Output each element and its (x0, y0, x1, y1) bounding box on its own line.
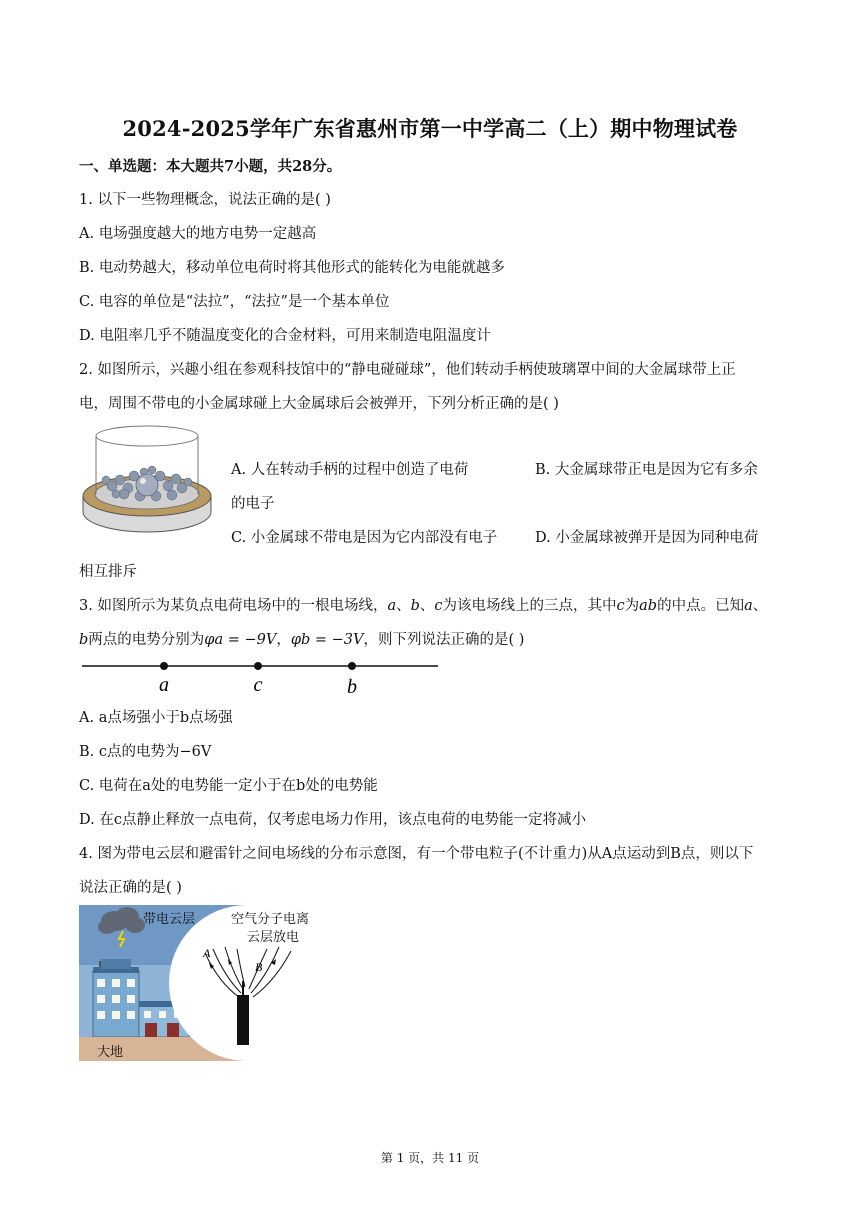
q2-stem-line2: 电，周围不带电的小金属球碰上大金属球后会被弹开，下列分析正确的是( ) (79, 396, 559, 412)
q3-stem-line2: b两点的电势分别为φa = −9V，φb = −3V，则下列说法正确的是( ) (79, 632, 525, 648)
electrostatic-ball-figure (80, 424, 215, 536)
q1-option-d: D. 电阻率几乎不随温度变化的合金材料，可用来制造电阻温度计 (79, 328, 491, 344)
q2-option-d-cont: 相互排斥 (79, 564, 137, 580)
q1-option-c: C. 电容的单位是“法拉”，“法拉”是一个基本单位 (79, 294, 390, 310)
discharge-label: 云层放电 (247, 930, 300, 945)
point-b-label: b (347, 676, 357, 698)
q3-option-c: C. 电荷在a处的电势能一定小于在b处的电势能 (79, 778, 378, 794)
q2-option-b-cont: 的电子 (231, 496, 275, 512)
q2-option-d: D. 小金属球被弹开是因为同种电荷 (535, 530, 759, 546)
q3-stem-line1: 3. 如图所示为某负点电荷电场中的一根电场线，a、b、c为该电场线上的三点，其中c为ab的中点。已知a、 (79, 598, 768, 614)
q3-option-a: A. a点场强小于b点场强 (79, 710, 233, 726)
q1-option-a: A. 电场强度越大的地方电势一定越高 (79, 226, 317, 242)
q2-option-c: C. 小金属球不带电是因为它内部没有电子 (231, 530, 498, 546)
q2-option-b: B. 大金属球带正电是因为它有多余 (535, 462, 758, 478)
point-c-label: c (253, 674, 263, 696)
q4-stem-line2: 说法正确的是( ) (79, 880, 182, 896)
ionization-label: 空气分子电离 (231, 912, 310, 927)
q3-option-d: D. 在c点静止释放一点电荷，仅考虑电场力作用，该点电荷的电势能一定将减小 (79, 812, 586, 828)
page-footer: 第 1 页，共 11 页 (380, 1151, 480, 1165)
q2-option-a: A. 人在转动手柄的过程中创造了电荷 (231, 462, 469, 478)
ground-label: 大地 (97, 1045, 124, 1060)
q4-stem-line1: 4. 图为带电云层和避雷针之间电场线的分布示意图，有一个带电粒子(不计重力)从A点运动到B点，则以下 (79, 846, 754, 862)
q2-stem-line1: 2. 如图所示，兴趣小组在参观科技馆中的“静电碰碰球”，他们转动手柄使玻璃罩中间的大金属球带上正 (79, 362, 736, 378)
cloud-label: 带电云层 (143, 912, 196, 927)
point-a-label: a (159, 674, 169, 696)
q1-option-b: B. 电动势越大，移动单位电荷时将其他形式的能转化为电能就越多 (79, 260, 505, 276)
section-heading: 一、单选题：本大题共7小题，共28分。 (79, 158, 342, 175)
page-title: 2024-2025学年广东省惠州市第一中学高二（上）期中物理试卷 (122, 116, 738, 141)
point-b-label: B (255, 960, 263, 974)
point-a-label: A (203, 946, 211, 960)
electric-field-line-figure (80, 656, 442, 700)
q1-stem: 1. 以下一些物理概念，说法正确的是( ) (79, 192, 331, 208)
lightning-rod-figure (79, 905, 319, 1061)
q3-option-b: B. c点的电势为−6V (79, 744, 212, 760)
